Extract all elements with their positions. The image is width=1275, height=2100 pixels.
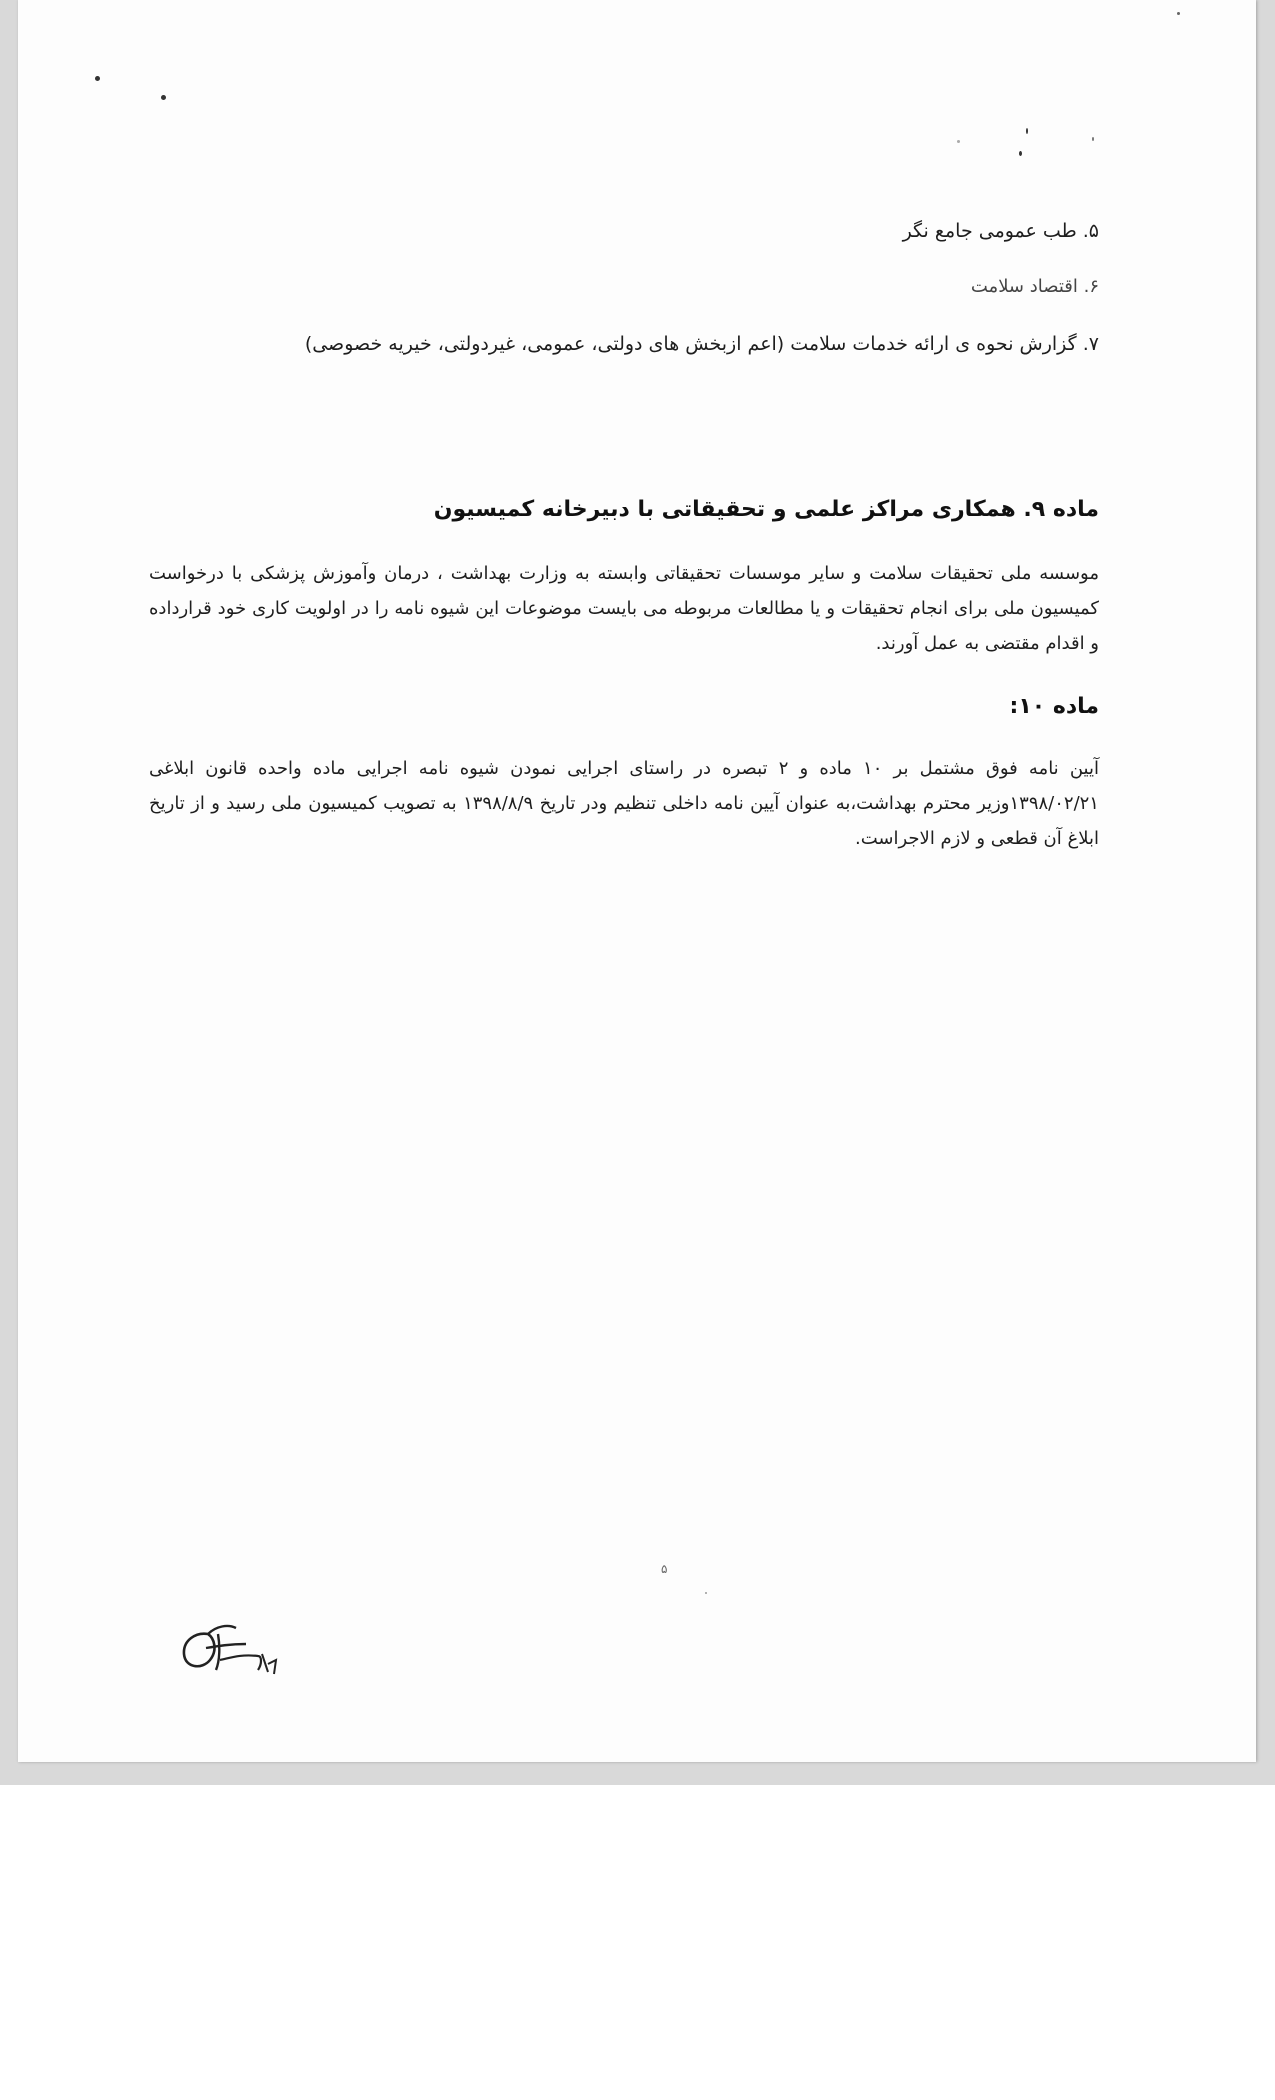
scan-speck <box>161 95 166 100</box>
list-item-5: ۵. طب عمومی جامع نگر <box>902 220 1099 242</box>
scan-speck <box>1092 137 1094 141</box>
page-number: ۵ <box>661 1562 668 1576</box>
scan-speck <box>957 140 960 143</box>
scan-speck <box>705 1592 707 1594</box>
scan-speck <box>1026 128 1028 134</box>
article-9-body: موسسه ملی تحقیقات سلامت و سایر موسسات تحقیقاتی وابسته به وزارت بهداشت ، درمان وآموزش پزشکی با درخواست کمیسیون ملی برای انجام تحقیقات و یا مطالعات مربوطه می بایست موضوعات این شیوه نامه را در اولویت کاری خود قرارداده و اقدام مقتضی به عمل آورند. <box>149 563 1099 654</box>
document-page <box>18 0 1256 1762</box>
list-item-6: ۶. اقتصاد سلامت <box>970 276 1099 297</box>
scan-speck <box>95 76 100 81</box>
article-10-body: آیین نامه فوق مشتمل بر ۱۰ ماده و ۲ تبصره در راستای اجرایی نمودن شیوه نامه اجرایی ماده واحده قانون ابلاغی ۱۳۹۸/۰۲/۲۱وزیر محترم بهداشت،به عنوان آیین نامه داخلی تنظیم ودر تاریخ ۱۳۹۸/۸/۹ به تصویب کمیسیون ملی رسید و از تاریخ ابلاغ آن قطعی و لازم الاجراست. <box>149 758 1099 849</box>
signature-icon <box>178 1620 288 1680</box>
article-9-heading: ماده ۹. همکاری مراکز علمی و تحقیقاتی با دبیرخانه کمیسیون <box>433 497 1099 522</box>
list-item-7: ۷. گزارش نحوه ی ارائه خدمات سلامت (اعم ازبخش های دولتی، عمومی، غیردولتی، خیریه خصوصی) <box>304 333 1099 355</box>
scan-speck <box>1177 12 1180 15</box>
scan-speck <box>1019 151 1022 156</box>
article-10-heading: ماده ۱۰: <box>1009 694 1099 719</box>
